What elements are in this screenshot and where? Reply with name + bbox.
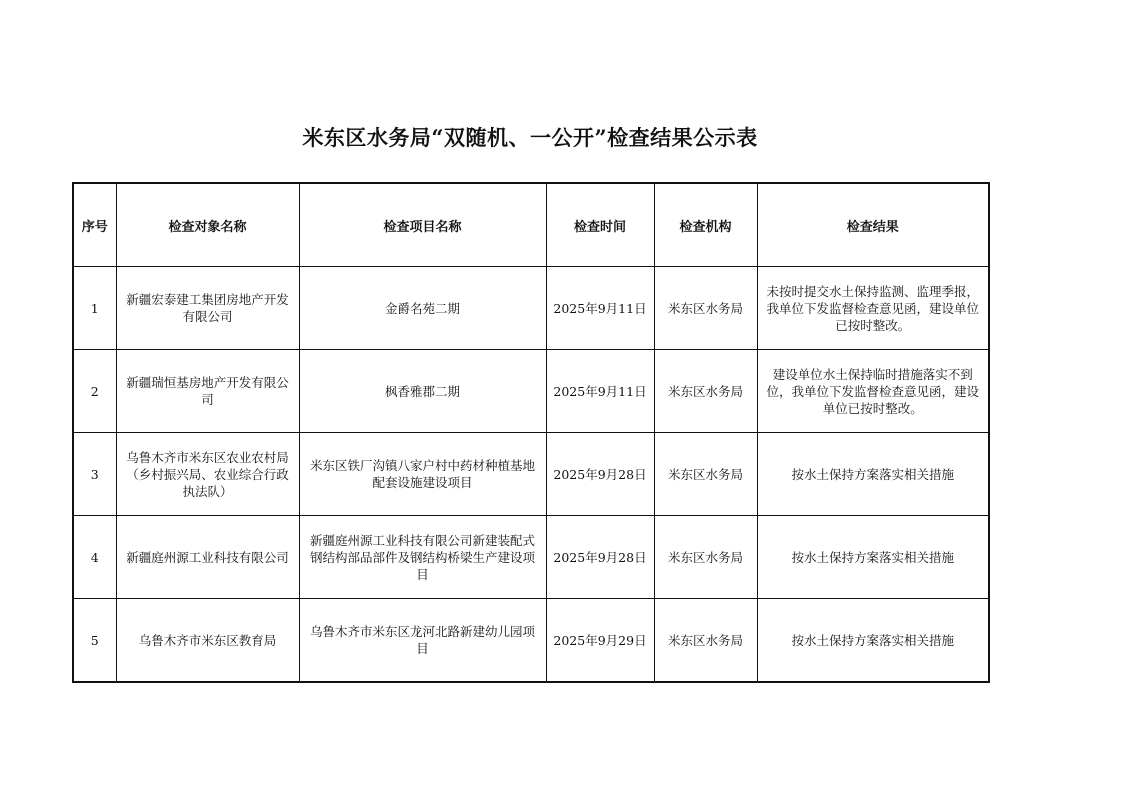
table-row (73, 599, 989, 683)
page-title: 米东区水务局“双随机、一公开”检查结果公示表 (302, 125, 758, 150)
cell-project-name: 金爵名苑二期 (299, 267, 546, 350)
header-inspection-date: 检查时间 (546, 183, 654, 267)
cell-serial-number: 5 (73, 599, 116, 683)
cell-serial-number: 4 (73, 516, 116, 599)
header-project-name: 检查项目名称 (299, 183, 546, 267)
cell-target-name: 新疆宏泰建工集团房地产开发有限公司 (116, 267, 299, 350)
cell-inspection-date: 2025年9月28日 (546, 433, 654, 516)
cell-inspection-date: 2025年9月11日 (546, 267, 654, 350)
cell-project-name: 新疆庭州源工业科技有限公司新建装配式钢结构部品部件及钢结构桥梁生产建设项目 (299, 516, 546, 599)
cell-target-name: 乌鲁木齐市米东区教育局 (116, 599, 299, 683)
cell-inspection-agency: 米东区水务局 (654, 350, 757, 433)
cell-inspection-result: 按水土保持方案落实相关措施 (757, 599, 989, 683)
table-header-row (73, 183, 989, 267)
table-row (73, 516, 989, 599)
cell-project-name: 米东区铁厂沟镇八家户村中药材种植基地配套设施建设项目 (299, 433, 546, 516)
header-inspection-result: 检查结果 (757, 183, 989, 267)
cell-inspection-result: 建设单位水土保持临时措施落实不到位，我单位下发监督检查意见函，建设单位已按时整改。 (757, 350, 989, 433)
cell-inspection-result: 按水土保持方案落实相关措施 (757, 516, 989, 599)
cell-inspection-agency: 米东区水务局 (654, 267, 757, 350)
cell-target-name: 新疆瑞恒基房地产开发有限公司 (116, 350, 299, 433)
cell-inspection-date: 2025年9月28日 (546, 516, 654, 599)
cell-serial-number: 3 (73, 433, 116, 516)
header-inspection-agency: 检查机构 (654, 183, 757, 267)
cell-serial-number: 2 (73, 350, 116, 433)
table-row (73, 267, 989, 350)
cell-target-name: 乌鲁木齐市米东区农业农村局（乡村振兴局、农业综合行政执法队） (116, 433, 299, 516)
cell-serial-number: 1 (73, 267, 116, 350)
cell-inspection-date: 2025年9月11日 (546, 350, 654, 433)
cell-inspection-date: 2025年9月29日 (546, 599, 654, 683)
cell-project-name: 乌鲁木齐市米东区龙河北路新建幼儿园项目 (299, 599, 546, 683)
header-target-name: 检查对象名称 (116, 183, 299, 267)
cell-inspection-result: 按水土保持方案落实相关措施 (757, 433, 989, 516)
cell-inspection-result: 未按时提交水土保持监测、监理季报，我单位下发监督检查意见函，建设单位已按时整改。 (757, 267, 989, 350)
cell-inspection-agency: 米东区水务局 (654, 599, 757, 683)
cell-project-name: 枫香雅郡二期 (299, 350, 546, 433)
header-serial-number: 序号 (73, 183, 116, 267)
cell-inspection-agency: 米东区水务局 (654, 516, 757, 599)
table-row (73, 433, 989, 516)
table-row (73, 350, 989, 433)
cell-inspection-agency: 米东区水务局 (654, 433, 757, 516)
inspection-results-table (72, 182, 990, 683)
cell-target-name: 新疆庭州源工业科技有限公司 (116, 516, 299, 599)
